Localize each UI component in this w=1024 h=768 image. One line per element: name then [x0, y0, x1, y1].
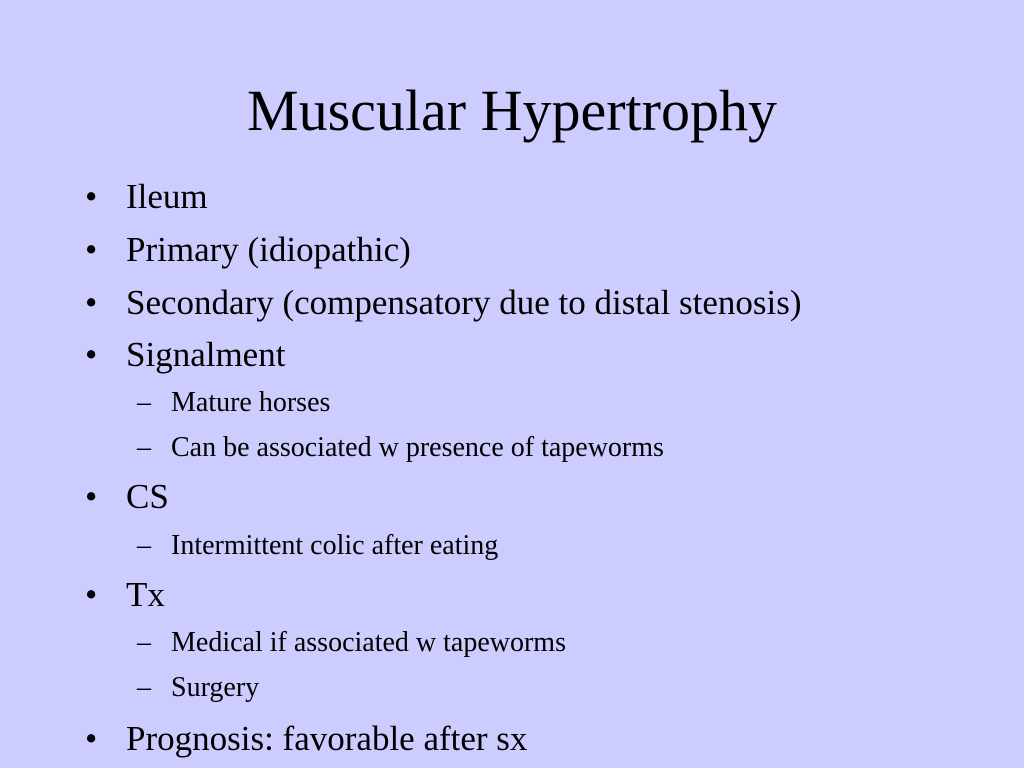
bullet-item	[85, 575, 165, 615]
bullet-marker: •	[85, 335, 98, 374]
bullet-text: CS	[126, 477, 169, 516]
bullet-item	[85, 177, 208, 217]
bullet-text: Prognosis: favorable after sx	[126, 719, 528, 758]
sub-bullet-marker: –	[137, 387, 151, 418]
bullet-item	[85, 477, 169, 517]
bullet-item	[85, 719, 527, 759]
slide-title: Muscular Hypertrophy	[247, 78, 777, 143]
bullet-item	[85, 335, 285, 375]
bullet-marker: •	[85, 283, 98, 322]
sub-bullet-text: Intermittent colic after eating	[171, 530, 499, 561]
sub-bullet-marker: –	[137, 627, 151, 658]
bullet-item	[85, 283, 802, 323]
sub-bullet-item	[137, 432, 664, 464]
sub-bullet-marker: –	[137, 530, 151, 561]
bullet-marker: •	[85, 719, 98, 758]
sub-bullet-item	[137, 387, 330, 419]
bullet-marker: •	[85, 230, 98, 269]
bullet-text: Primary (idiopathic)	[126, 230, 411, 269]
bullet-text: Signalment	[126, 335, 286, 374]
sub-bullet-item	[137, 627, 566, 659]
sub-bullet-marker: –	[137, 672, 151, 703]
sub-bullet-text: Can be associated w presence of tapeworms	[171, 432, 664, 463]
bullet-text: Ileum	[126, 177, 208, 216]
sub-bullet-text: Medical if associated w tapeworms	[171, 627, 566, 658]
sub-bullet-text: Surgery	[171, 672, 260, 703]
bullet-text: Tx	[126, 575, 165, 614]
sub-bullet-item	[137, 672, 259, 704]
bullet-marker: •	[85, 575, 98, 614]
bullet-text: Secondary (compensatory due to distal stenosis)	[126, 283, 802, 322]
bullet-item	[85, 230, 411, 270]
bullet-marker: •	[85, 177, 98, 216]
sub-bullet-text: Mature horses	[171, 387, 331, 418]
sub-bullet-marker: –	[137, 432, 151, 463]
sub-bullet-item	[137, 530, 498, 562]
bullet-marker: •	[85, 477, 98, 516]
